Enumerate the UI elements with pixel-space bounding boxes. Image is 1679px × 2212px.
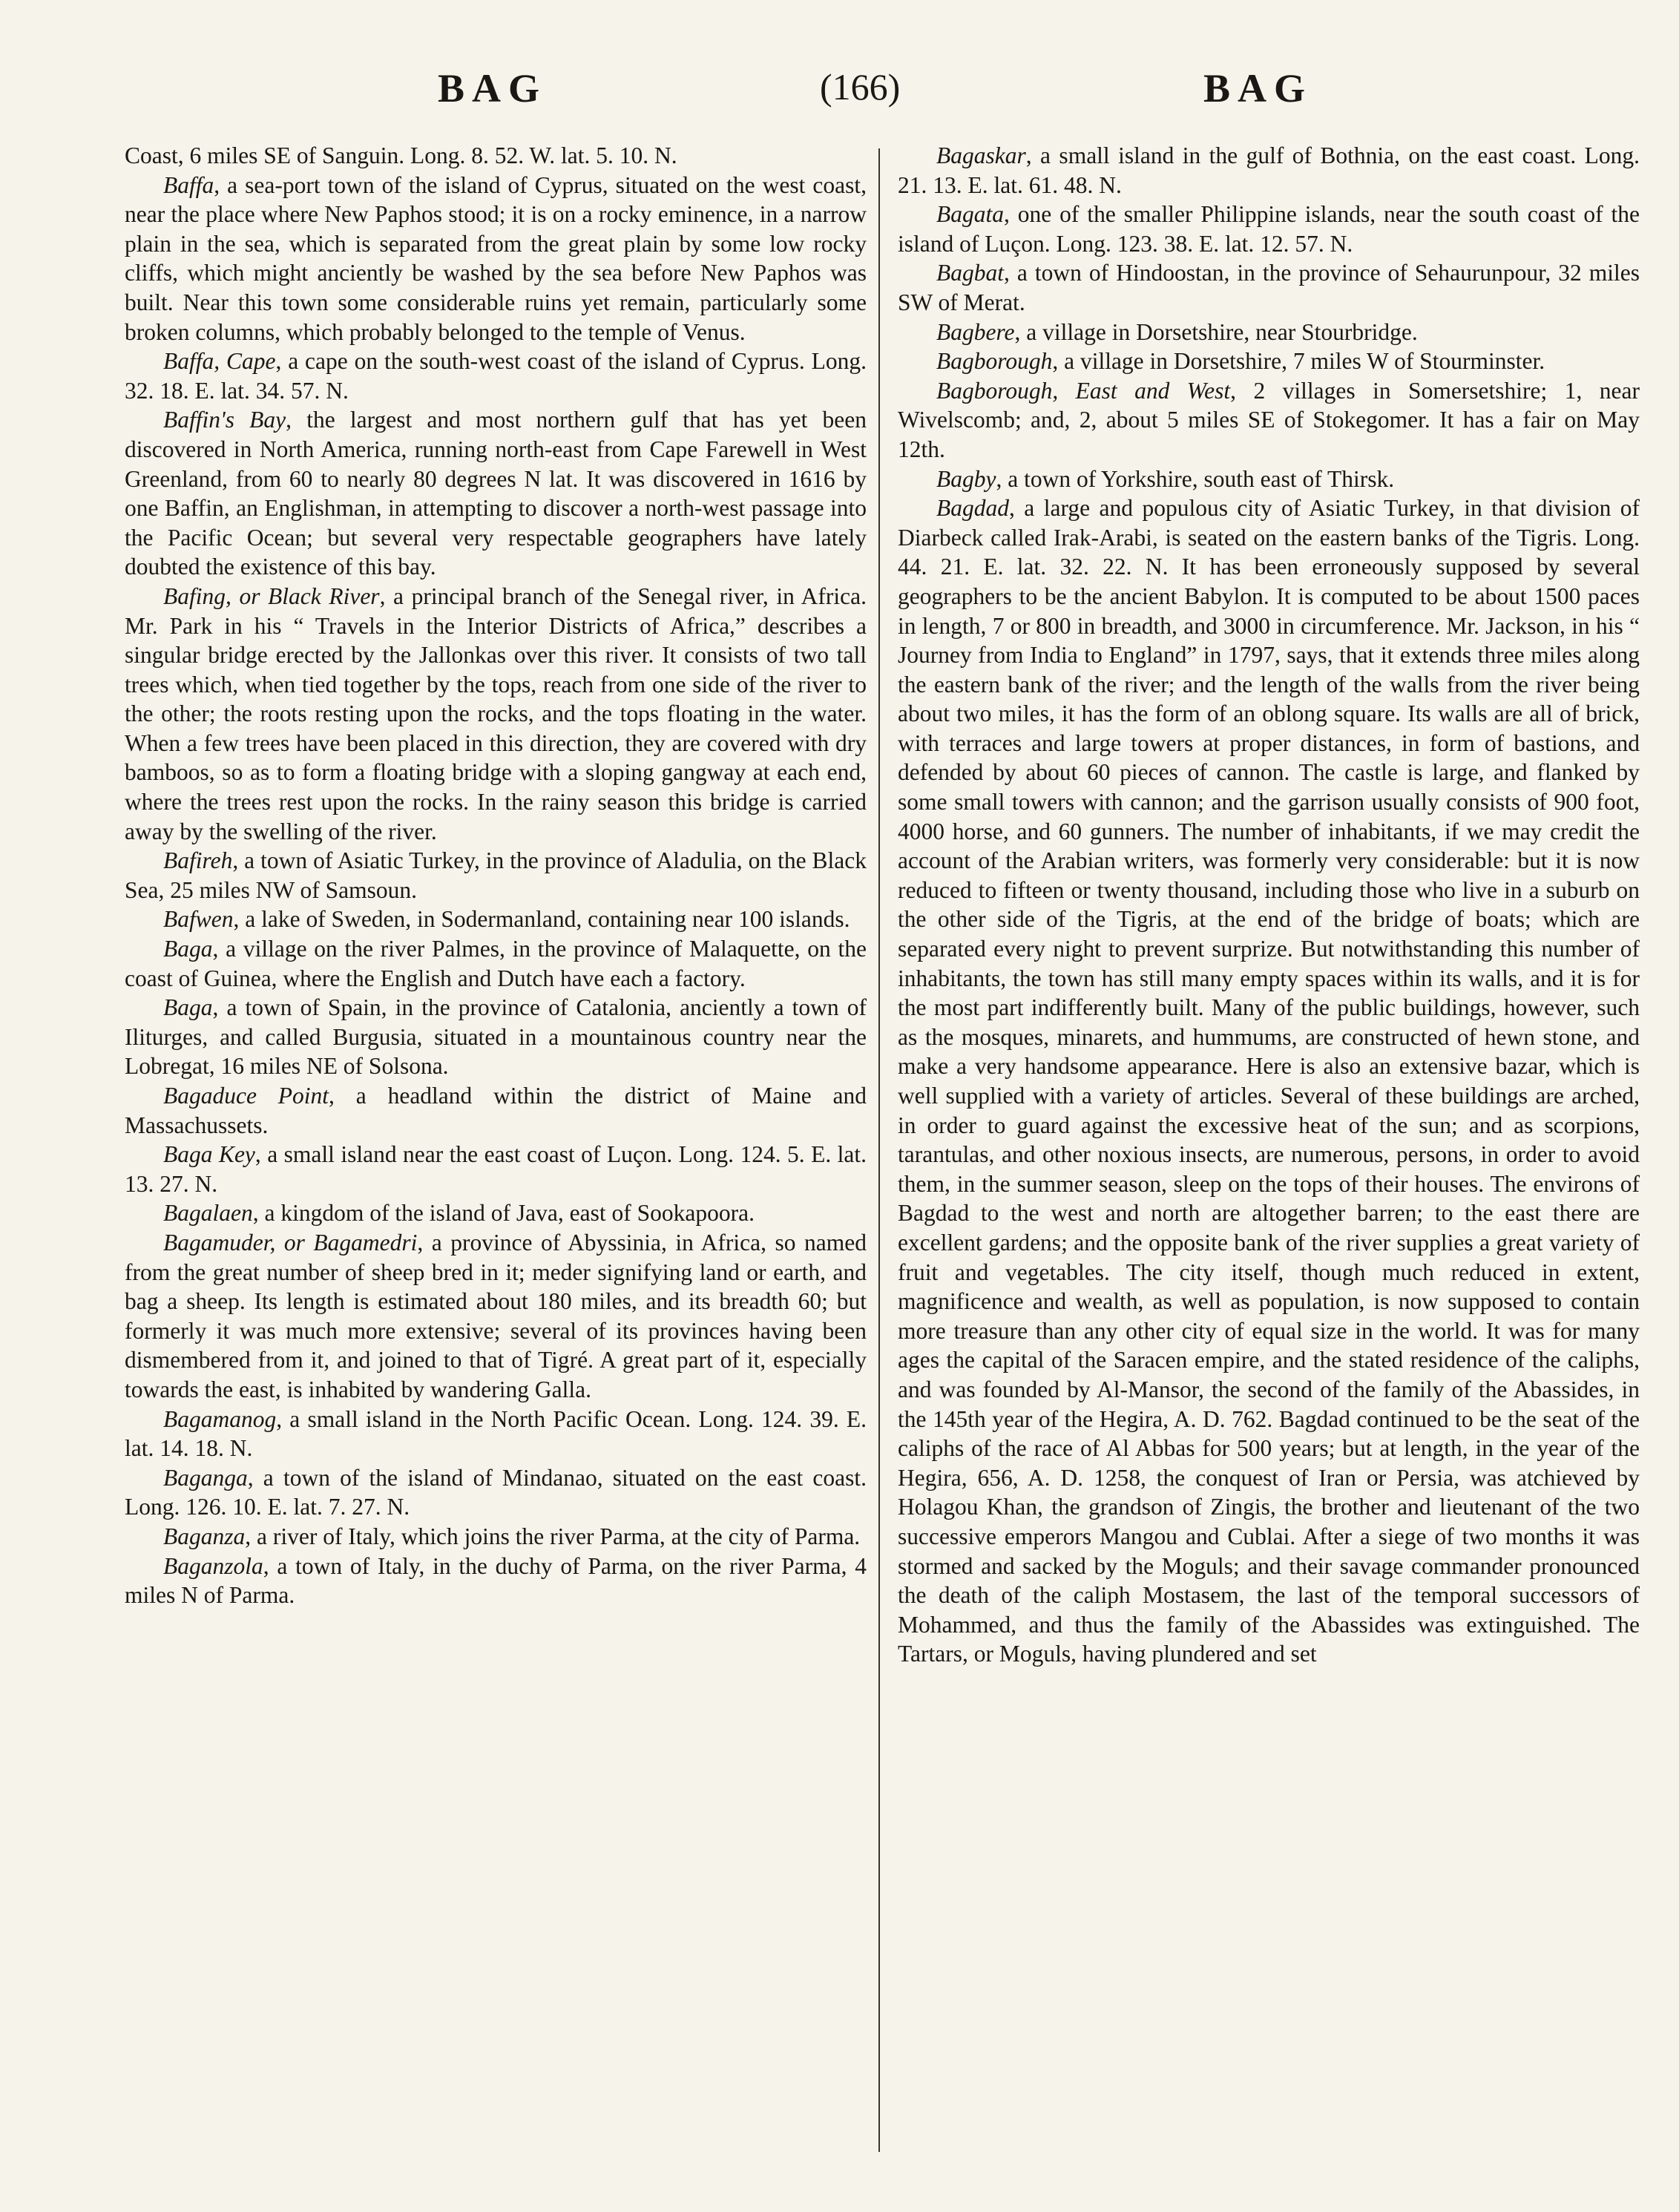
entry-headword: Bafwen — [163, 906, 234, 933]
page-header — [0, 65, 1679, 125]
entry-headword: Bagaduce Point — [163, 1083, 329, 1109]
entry-text: , one of the smaller Philippine islands, near the south coast of the island of Luçon. Long. 123. 38. E. lat. 12. 57. N. — [898, 201, 1640, 257]
entry-headword: Bagamanog — [163, 1405, 277, 1432]
gazetteer-entry — [125, 1405, 867, 1463]
entry-text: , a town of Asiatic Turkey, in the province of Aladulia, on the Black Sea, 25 miles NW of Samsoun. — [125, 847, 867, 903]
entry-headword: Bafing, or Black River — [163, 582, 380, 609]
entry-text: , a small island in the gulf of Bothnia, on the east coast. Long. 21. 13. E. lat. 61. 48. N. — [898, 142, 1640, 198]
gazetteer-entry — [125, 846, 867, 905]
entry-text: , a town of Yorkshire, south east of Thirsk. — [996, 465, 1395, 492]
entry-text: , a village on the river Palmes, in the province of Malaquette, on the coast of Guinea, where the English and Dutch have each a factory. — [125, 936, 867, 991]
entry-text: , a sea-port town of the island of Cyprus, situated on the west coast, near the place where New Paphos stood; it is on a rocky eminence, in a narrow plain in the sea, which is separated from the great plain by some low rocky cliffs, which might anciently be washed by the sea before New Paphos was built. Near this town some considerable ruins yet remain, particularly some broken columns, which probably belonged to the temple of Venus. — [125, 171, 867, 345]
entry-text: , the largest and most northern gulf that has yet been discovered in North America, running north-east from Cape Farewell in West Greenland, from 60 to nearly 80 degrees N lat. It was discovered in 1616 by one Baffin, an Englishman, in attempting to discover a north-west passage into the Pacific Ocean; but several very respectable geographers have lately doubted the existence of this bay. — [125, 407, 867, 580]
running-head-left: BAG — [438, 66, 548, 111]
entry-text: , 2 villages in Somersetshire; 1, near Wivelscomb; and, 2, about 5 miles SE of Stokegomer. It has a fair on May 12th. — [898, 377, 1640, 462]
entry-text: , a town of Italy, in the duchy of Parma, on the river Parma, 4 miles N of Parma. — [125, 1552, 867, 1609]
entry-text: , a cape on the south-west coast of the island of Cyprus. Long. 32. 18. E. lat. 34. 57. N. — [125, 348, 867, 404]
entry-text: , a principal branch of the Senegal river, in Africa. Mr. Park in his “ Travels in the Interior Districts of Africa,” describes a singular bridge erected by the Jallonkas over this river. It consists of two tall trees which, when tied together by the tops, reach from one side of the river to the other; the roots resting upon the rocks, and the tops floating in the water. When a few trees have been placed in this direction, they are covered with dry bamboos, so as to form a floating bridge with a sloping gangway at each end, where the trees rest upon the rocks. In the rainy season this bridge is carried away by the swelling of the river. — [125, 582, 867, 844]
gazetteer-entry — [125, 1198, 867, 1228]
gazetteer-entry — [898, 200, 1640, 258]
gazetteer-entry — [125, 993, 867, 1081]
gazetteer-entry — [125, 934, 867, 993]
entry-headword: Baffin's Bay — [163, 407, 286, 433]
entry-text: , a village in Dorsetshire, near Stourbridge. — [1014, 318, 1418, 345]
entry-text: , a town of Hindoostan, in the province of Sehaurunpour, 32 miles SW of Merat. — [898, 260, 1640, 315]
gazetteer-entry — [125, 1228, 867, 1405]
entry-headword: Baga Key — [163, 1141, 255, 1168]
right-column — [898, 141, 1640, 1669]
entry-text: , a village in Dorsetshire, 7 miles W of Stourminster. — [1052, 348, 1545, 375]
entry-headword: Baganzola — [163, 1552, 263, 1579]
running-head-right: BAG — [1203, 66, 1313, 111]
gazetteer-entry — [898, 347, 1640, 376]
gazetteer-entry — [125, 171, 867, 347]
entry-headword: Bafireh — [163, 847, 233, 874]
entry-text: , a small island near the east coast of Luçon. Long. 124. 5. E. lat. 13. 27. N. — [125, 1141, 867, 1197]
column-divider — [878, 148, 880, 2152]
gazetteer-entry — [125, 582, 867, 846]
gazetteer-entry — [125, 1140, 867, 1198]
gazetteer-entry — [125, 347, 867, 405]
entry-text: , a lake of Sweden, in Sodermanland, containing near 100 islands. — [233, 906, 850, 933]
entry-headword: Baga — [163, 936, 213, 962]
entry-headword: Bagamuder, or Bagamedri — [163, 1229, 418, 1256]
gazetteer-entry — [125, 1081, 867, 1140]
gazetteer-entry — [898, 493, 1640, 1669]
gazetteer-entry — [898, 258, 1640, 317]
gazetteer-entry — [898, 376, 1640, 465]
gazetteer-entry — [125, 905, 867, 934]
entry-text: , a large and populous city of Asiatic Turkey, in that division of Diarbeck called Irak-Arabi, is seated on the eastern banks of the Tigris. Long. 44. 21. E. lat. 32. 22. N. It has been erroneously supposed by several geographers to be the ancient Babylon. It is computed to be about 1500 paces in length, 7 or 800 in breadth, and 3000 in circumference. Mr. Jackson, in his “ Journey from India to England” in 1797, says, that it extends three miles along the eastern bank of the river; and the length of the walls from the river being about two miles, it has the form of an oblong square. Its walls are all of brick, with terraces and large towers at proper distances, in form of bastions, and defended by about 60 pieces of cannon. The castle is large, and flanked by some small towers with cannon; and the garrison usually consists of 900 foot, 4000 horse, and 60 gunners. The number of inhabitants, if we may credit the account of the Arabian writers, was formerly very considerable: but it is now reduced to fifteen or twenty thousand, including those who live in a suburb on the other side of the Tigris, at the end of the bridge of boats; which are separated every night to prevent surprize. But notwithstanding this number of inhabitants, the town has still many empty spaces within its walls, and it is for the most part indifferently built. Many of the public buildings, however, such as the mosques, minarets, and hummums, are constructed of hewn stone, and make a very handsome appearance. Here is also an extensive bazar, which is well supplied with a variety of articles. Several of these buildings are arched, in order to guard against the excessive heat of the sun; and as scorpions, tarantulas, and other noxious insects, are numerous, persons, in order to avoid them, in the summer season, sleep on the tops of their houses. The environs of Bagdad to the west and north are altogether barren; to the east there are excellent gardens; and the opposite bank of the river supplies a great variety of fruit and vegetables. The city itself, though much reduced in extent, magnificence and wealth, as well as population, is now supposed to contain more treasure than any other city of equal size in the world. It was for many ages the capital of the Saracen empire, and the stated residence of the caliphs, and was founded by Al-Mansor, the second of the family of the Abassides, in the 145th year of the Hegira, A. D. 762. Bagdad continued to be the seat of the caliphs of the race of Al Abbas for 500 years; but at length, in the year of the Hegira, 656, A. D. 1258, the conquest of Iran or Persia, was atchieved by Holagou Khan, the grandson of Zingis, the brother and lieutenant of the two successive emperors Mangou and Cublai. After a siege of two months it was stormed and sacked by the Moguls; and their savage commander pronounced the death of the caliph Mostasem, the last of the temporal successors of Mohammed, and thus the family of the Abassides was extinguished. The Tartars, or Moguls, having plundered and set — [898, 495, 1640, 1667]
gazetteer-entry — [125, 1463, 867, 1522]
entry-headword: Bagbere — [936, 318, 1015, 345]
entry-headword: Bagborough — [936, 348, 1053, 375]
page-number: (166) — [820, 66, 901, 108]
entry-headword: Bagbat — [936, 260, 1004, 286]
gazetteer-entry — [125, 405, 867, 582]
entry-text: , a kingdom of the island of Java, east of Sookapoora. — [252, 1200, 755, 1227]
entry-text: , a headland within the district of Maine and Massachussets. — [125, 1083, 867, 1138]
entry-headword: Bagborough, East and West — [936, 377, 1231, 404]
entry-headword: Baffa, Cape — [163, 348, 276, 375]
entry-headword: Bagata — [936, 201, 1004, 228]
gazetteer-entry — [125, 1552, 867, 1610]
entry-headword: Bagdad — [936, 495, 1009, 522]
gazetteer-entry — [125, 1522, 867, 1552]
entry-headword: Baganza — [163, 1523, 246, 1549]
entry-text: , a province of Abyssinia, in Africa, so named from the great number of sheep bred in it; meder signifying land or earth, and bag a sheep. Its length is estimated about 180 miles, and its breadth 60; but formerly it was much more extensive; several of its provinces having been dismembered from it, and joined to that of Tigré. A great part of it, especially towards the east, is inhabited by wandering Galla. — [125, 1229, 867, 1402]
gazetteer-entry — [898, 318, 1640, 347]
entry-text: , a town of the island of Mindanao, situated on the east coast. Long. 126. 10. E. lat. 7. 27. N. — [125, 1464, 867, 1520]
gazetteer-entry — [898, 465, 1640, 494]
entry-headword: Baffa — [163, 171, 214, 198]
entry-headword: Bagaskar — [936, 142, 1026, 168]
entry-headword: Bagalaen — [163, 1200, 253, 1227]
left-column — [125, 141, 867, 1610]
entry-headword: Baganga — [163, 1464, 248, 1491]
entry-text: , a small island in the North Pacific Ocean. Long. 124. 39. E. lat. 14. 18. N. — [125, 1405, 867, 1462]
gazetteer-entry: Coast, 6 miles SE of Sanguin. Long. 8. 52. W. lat. 5. 10. N. — [125, 142, 677, 168]
entry-text: , a town of Spain, in the province of Catalonia, anciently a town of Iliturges, and called Burgusia, situated in a mountainous country near the Lobregat, 16 miles NE of Solsona. — [125, 994, 867, 1080]
entry-text: , a river of Italy, which joins the river Parma, at the city of Parma. — [245, 1523, 861, 1549]
entry-headword: Bagby — [936, 465, 996, 492]
gazetteer-entry — [898, 141, 1640, 200]
entry-headword: Baga — [163, 994, 213, 1021]
